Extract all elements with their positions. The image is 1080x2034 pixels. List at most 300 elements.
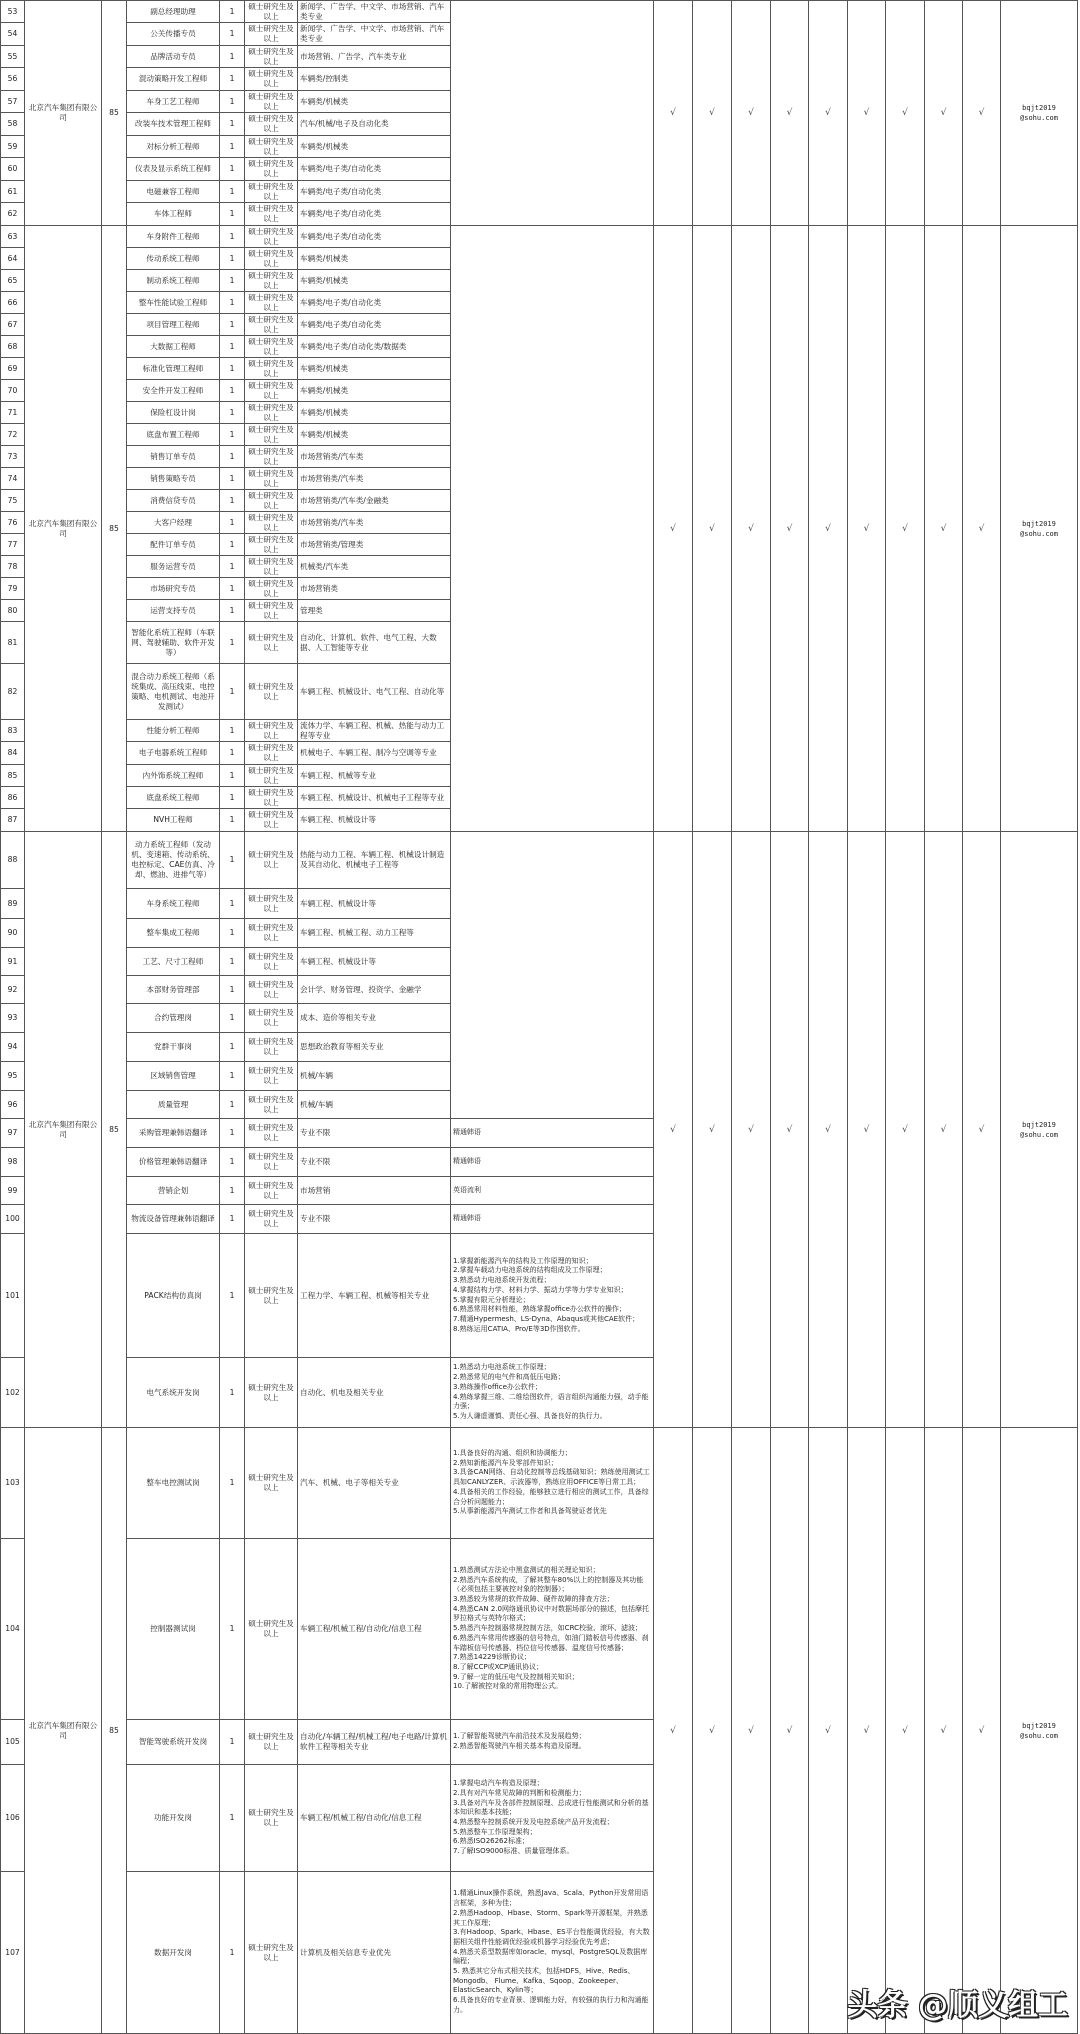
major-requirement: 车辆工程、机械设计、机械电子工程等专业 bbox=[298, 787, 451, 809]
headcount: 1 bbox=[220, 1720, 245, 1765]
major-requirement: 车辆类/电子类/自动化类 bbox=[298, 181, 451, 203]
position-name: 标准化管理工程师 bbox=[127, 358, 220, 380]
major-requirement: 市场营销类/汽车类 bbox=[298, 468, 451, 490]
check-mark-icon: √ bbox=[809, 1, 848, 226]
position-name: 电气系统开发岗 bbox=[127, 1358, 220, 1428]
headcount: 1 bbox=[220, 765, 245, 787]
position-name: 配件订单专员 bbox=[127, 534, 220, 556]
other-requirements-empty bbox=[451, 1, 654, 226]
row-number: 54 bbox=[1, 23, 25, 46]
position-name: 营销企划 bbox=[127, 1177, 220, 1205]
row-number: 84 bbox=[1, 742, 25, 765]
position-name: 车身工艺工程师 bbox=[127, 91, 220, 113]
row-number: 53 bbox=[1, 1, 25, 23]
position-name: 区域销售管理 bbox=[127, 1062, 220, 1091]
other-requirements: 1.了解智能驾驶汽车前沿技术及发展趋势； 2.熟悉智能驾驶汽车相关基本构造及原理。 bbox=[451, 1720, 654, 1765]
check-mark-icon: √ bbox=[693, 832, 732, 1428]
check-mark-icon: √ bbox=[771, 832, 809, 1428]
position-name: 运营支持专员 bbox=[127, 600, 220, 622]
education-requirement: 硕士研究生及以上 bbox=[245, 1234, 298, 1358]
row-number: 78 bbox=[1, 556, 25, 578]
position-name: 大数据工程师 bbox=[127, 336, 220, 358]
check-mark-icon: √ bbox=[848, 1, 886, 226]
headcount: 1 bbox=[220, 1033, 245, 1062]
check-mark-icon: √ bbox=[848, 226, 886, 832]
row-number: 90 bbox=[1, 919, 25, 948]
education-requirement: 硕士研究生及以上 bbox=[245, 556, 298, 578]
position-name: 整车电控测试岗 bbox=[127, 1428, 220, 1539]
row-number: 57 bbox=[1, 91, 25, 113]
position-name: 保险杠设计岗 bbox=[127, 402, 220, 424]
education-requirement: 硕士研究生及以上 bbox=[245, 512, 298, 534]
education-requirement: 硕士研究生及以上 bbox=[245, 622, 298, 664]
education-requirement: 硕士研究生及以上 bbox=[245, 742, 298, 765]
other-requirements: 1.精通Linux操作系统，熟悉Java、Scala、Python开发常用语言框架，多种为佳； 2.熟悉Hadoop、Hbase、Storm、Spark等开源框架，并熟悉其工作原理； 3.有Hadoop、Spark、Hbase、ES平台性能调优经验，有大数据相关组件性能调优经验或机器学习经验优先考虑； 4.熟悉关系型数据库如oracle、mysql、PostgreSQL及数据库编程； 5. 熟悉其它分布式相关技术，包括HDFS，Hive、Redis、Mongodb、 Flume、Kafka、Sqoop、Zookeeper、ElasticSearch、Kylin等； 6.具备良好的专业背景、逻辑能力好，有较强的执行力和沟通能力。 bbox=[451, 1872, 654, 2034]
headcount: 1 bbox=[220, 1765, 245, 1872]
headcount: 1 bbox=[220, 742, 245, 765]
position-name: 对标分析工程师 bbox=[127, 136, 220, 158]
major-requirement: 车辆类/电子类/自动化类 bbox=[298, 158, 451, 181]
major-requirement: 新闻学、广告学、中文学、市场营销、汽车类专业 bbox=[298, 23, 451, 46]
position-name: 合约管理岗 bbox=[127, 1004, 220, 1033]
headcount: 1 bbox=[220, 787, 245, 809]
headcount: 1 bbox=[220, 1004, 245, 1033]
row-number: 77 bbox=[1, 534, 25, 556]
major-requirement: 车辆类/电子类/自动化类 bbox=[298, 314, 451, 336]
row-number: 102 bbox=[1, 1358, 25, 1428]
row-number: 83 bbox=[1, 720, 25, 742]
major-requirement: 车辆类/控制类 bbox=[298, 68, 451, 91]
education-requirement: 硕士研究生及以上 bbox=[245, 68, 298, 91]
education-requirement: 硕士研究生及以上 bbox=[245, 578, 298, 600]
education-requirement: 硕士研究生及以上 bbox=[245, 1428, 298, 1539]
education-requirement: 硕士研究生及以上 bbox=[245, 1, 298, 23]
position-name: 内外饰系统工程师 bbox=[127, 765, 220, 787]
check-mark-icon: √ bbox=[963, 1428, 1001, 2034]
table-row bbox=[1, 832, 1078, 889]
row-number: 101 bbox=[1, 1234, 25, 1358]
row-number: 64 bbox=[1, 248, 25, 270]
education-requirement: 硕士研究生及以上 bbox=[245, 948, 298, 976]
row-number: 58 bbox=[1, 113, 25, 136]
education-requirement: 硕士研究生及以上 bbox=[245, 1205, 298, 1234]
other-requirements: 1.具备良好的沟通、组织和协调能力； 2.熟知新能源汽车及零部件知识； 3.具备CAN网络、自动化控制等总线基础知识；熟练使用测试工具如CANLYZER、示波器等，熟练应用OFFICE等日常工具； 4.具备相关的工作经验，能够独立进行相应的测试工作，具备综合分析问题能力； 5.从事新能源汽车测试工作者和具备驾驶证者优先 bbox=[451, 1428, 654, 1539]
education-requirement: 硕士研究生及以上 bbox=[245, 314, 298, 336]
major-requirement: 思想政治教育等相关专业 bbox=[298, 1033, 451, 1062]
row-number: 97 bbox=[1, 1119, 25, 1148]
headcount: 1 bbox=[220, 919, 245, 948]
check-mark-icon: √ bbox=[925, 1, 963, 226]
education-requirement: 硕士研究生及以上 bbox=[245, 1872, 298, 2034]
education-requirement: 硕士研究生及以上 bbox=[245, 270, 298, 292]
major-requirement: 车辆类/机械类 bbox=[298, 424, 451, 446]
education-requirement: 硕士研究生及以上 bbox=[245, 1765, 298, 1872]
education-requirement: 硕士研究生及以上 bbox=[245, 1720, 298, 1765]
check-mark-icon: √ bbox=[693, 1428, 732, 2034]
headcount: 1 bbox=[220, 424, 245, 446]
major-requirement: 车辆工程/机械工程/自动化/信息工程 bbox=[298, 1539, 451, 1720]
contact-email: bqjt2019 @sohu.com bbox=[1001, 226, 1078, 832]
position-name: 智能驾驶系统开发岗 bbox=[127, 1720, 220, 1765]
headcount: 1 bbox=[220, 336, 245, 358]
row-number: 61 bbox=[1, 181, 25, 203]
other-requirements-empty bbox=[451, 832, 654, 1119]
education-requirement: 硕士研究生及以上 bbox=[245, 976, 298, 1004]
major-requirement: 自动化、机电及相关专业 bbox=[298, 1358, 451, 1428]
other-requirements: 精通韩语 bbox=[451, 1148, 654, 1177]
other-requirements: 英语流利 bbox=[451, 1177, 654, 1205]
position-name: 电磁兼容工程师 bbox=[127, 181, 220, 203]
row-number: 107 bbox=[1, 1872, 25, 2034]
row-number: 79 bbox=[1, 578, 25, 600]
row-number: 88 bbox=[1, 832, 25, 889]
position-name: 数据开发岗 bbox=[127, 1872, 220, 2034]
education-requirement: 硕士研究生及以上 bbox=[245, 46, 298, 68]
company-total: 85 bbox=[102, 226, 127, 832]
major-requirement: 会计学、财务管理、投资学、金融学 bbox=[298, 976, 451, 1004]
check-mark-icon: √ bbox=[771, 1428, 809, 2034]
education-requirement: 硕士研究生及以上 bbox=[245, 1004, 298, 1033]
row-number: 55 bbox=[1, 46, 25, 68]
headcount: 1 bbox=[220, 534, 245, 556]
row-number: 89 bbox=[1, 889, 25, 919]
row-number: 59 bbox=[1, 136, 25, 158]
row-number: 62 bbox=[1, 203, 25, 226]
row-number: 60 bbox=[1, 158, 25, 181]
education-requirement: 硕士研究生及以上 bbox=[245, 534, 298, 556]
check-mark-icon: √ bbox=[963, 226, 1001, 832]
education-requirement: 硕士研究生及以上 bbox=[245, 402, 298, 424]
row-number: 65 bbox=[1, 270, 25, 292]
headcount: 1 bbox=[220, 203, 245, 226]
education-requirement: 硕士研究生及以上 bbox=[245, 23, 298, 46]
check-mark-icon: √ bbox=[886, 832, 925, 1428]
headcount: 1 bbox=[220, 1205, 245, 1234]
row-number: 74 bbox=[1, 468, 25, 490]
education-requirement: 硕士研究生及以上 bbox=[245, 336, 298, 358]
headcount: 1 bbox=[220, 46, 245, 68]
row-number: 76 bbox=[1, 512, 25, 534]
row-number: 87 bbox=[1, 809, 25, 832]
major-requirement: 成本、造价等相关专业 bbox=[298, 1004, 451, 1033]
check-mark-icon: √ bbox=[848, 1428, 886, 2034]
major-requirement: 车辆类/电子类/自动化类 bbox=[298, 226, 451, 248]
row-number: 92 bbox=[1, 976, 25, 1004]
education-requirement: 硕士研究生及以上 bbox=[245, 1539, 298, 1720]
position-name: 整车集成工程师 bbox=[127, 919, 220, 948]
major-requirement: 工程力学、车辆工程、机械等相关专业 bbox=[298, 1234, 451, 1358]
education-requirement: 硕士研究生及以上 bbox=[245, 1119, 298, 1148]
position-name: NVH工程师 bbox=[127, 809, 220, 832]
position-name: 品牌活动专员 bbox=[127, 46, 220, 68]
position-name: 价格管理兼韩语翻译 bbox=[127, 1148, 220, 1177]
education-requirement: 硕士研究生及以上 bbox=[245, 113, 298, 136]
row-number: 82 bbox=[1, 664, 25, 720]
headcount: 1 bbox=[220, 68, 245, 91]
check-mark-icon: √ bbox=[693, 1, 732, 226]
major-requirement: 车辆类/机械类 bbox=[298, 248, 451, 270]
position-name: 工艺、尺寸工程师 bbox=[127, 948, 220, 976]
position-name: 改装车技术管理工程师 bbox=[127, 113, 220, 136]
headcount: 1 bbox=[220, 556, 245, 578]
education-requirement: 硕士研究生及以上 bbox=[245, 91, 298, 113]
education-requirement: 硕士研究生及以上 bbox=[245, 292, 298, 314]
major-requirement: 市场营销类/汽车类 bbox=[298, 446, 451, 468]
major-requirement: 市场营销、广告学、汽车类专业 bbox=[298, 46, 451, 68]
row-number: 95 bbox=[1, 1062, 25, 1091]
company-total: 85 bbox=[102, 832, 127, 1428]
row-number: 96 bbox=[1, 1091, 25, 1119]
headcount: 1 bbox=[220, 358, 245, 380]
position-name: 混动策略开发工程师 bbox=[127, 68, 220, 91]
major-requirement: 车辆工程、机械设计、电气工程、自动化等 bbox=[298, 664, 451, 720]
table-row bbox=[1, 1, 1078, 23]
headcount: 1 bbox=[220, 1091, 245, 1119]
major-requirement: 专业不限 bbox=[298, 1148, 451, 1177]
major-requirement: 市场营销类/汽车类/金融类 bbox=[298, 490, 451, 512]
position-name: 电子电器系统工程师 bbox=[127, 742, 220, 765]
check-mark-icon: √ bbox=[654, 1428, 693, 2034]
headcount: 1 bbox=[220, 976, 245, 1004]
headcount: 1 bbox=[220, 380, 245, 402]
headcount: 1 bbox=[220, 270, 245, 292]
headcount: 1 bbox=[220, 622, 245, 664]
table-row bbox=[1, 1428, 1078, 1539]
education-requirement: 硕士研究生及以上 bbox=[245, 889, 298, 919]
major-requirement: 专业不限 bbox=[298, 1119, 451, 1148]
position-name: 物流设备管理兼韩语翻译 bbox=[127, 1205, 220, 1234]
position-name: 销售策略专员 bbox=[127, 468, 220, 490]
check-mark-icon: √ bbox=[886, 226, 925, 832]
position-name: 本部财务管理部 bbox=[127, 976, 220, 1004]
headcount: 1 bbox=[220, 490, 245, 512]
headcount: 1 bbox=[220, 578, 245, 600]
check-mark-icon: √ bbox=[771, 226, 809, 832]
position-name: 仪表及显示系统工程师 bbox=[127, 158, 220, 181]
major-requirement: 车辆工程、机械设计等 bbox=[298, 889, 451, 919]
check-mark-icon: √ bbox=[925, 226, 963, 832]
position-name: 功能开发岗 bbox=[127, 1765, 220, 1872]
row-number: 81 bbox=[1, 622, 25, 664]
contact-email: bqjt2019 @sohu.com bbox=[1001, 832, 1078, 1428]
check-mark-icon: √ bbox=[732, 1, 771, 226]
headcount: 1 bbox=[220, 832, 245, 889]
check-mark-icon: √ bbox=[886, 1, 925, 226]
major-requirement: 机械/车辆 bbox=[298, 1062, 451, 1091]
headcount: 1 bbox=[220, 158, 245, 181]
major-requirement: 机械/车辆 bbox=[298, 1091, 451, 1119]
contact-email: bqjt2019 @sohu.com bbox=[1001, 1, 1078, 226]
education-requirement: 硕士研究生及以上 bbox=[245, 490, 298, 512]
position-name: 服务运营专员 bbox=[127, 556, 220, 578]
check-mark-icon: √ bbox=[925, 1428, 963, 2034]
position-name: 传动系统工程师 bbox=[127, 248, 220, 270]
row-number: 99 bbox=[1, 1177, 25, 1205]
other-requirements: 1.熟悉动力电池系统工作原理； 2.熟悉常见的电气件和高低压电路； 3.熟练操作office办公软件； 4.熟练掌握三维、二维绘图软件，语言组织沟通能力强，动手能力强； 5.为人谦虚谨慎、责任心强、具备良好的执行力。 bbox=[451, 1358, 654, 1428]
position-name: 动力系统工程师（发动机、变速箱、传动系统、电控标定、CAE仿真、冷却、燃油、进排气等） bbox=[127, 832, 220, 889]
major-requirement: 汽车/机械/电子及自动化类 bbox=[298, 113, 451, 136]
other-requirements: 精通韩语 bbox=[451, 1119, 654, 1148]
row-number: 63 bbox=[1, 226, 25, 248]
major-requirement: 市场营销类 bbox=[298, 578, 451, 600]
position-name: 市场研究专员 bbox=[127, 578, 220, 600]
row-number: 70 bbox=[1, 380, 25, 402]
row-number: 80 bbox=[1, 600, 25, 622]
row-number: 67 bbox=[1, 314, 25, 336]
education-requirement: 硕士研究生及以上 bbox=[245, 136, 298, 158]
row-number: 93 bbox=[1, 1004, 25, 1033]
major-requirement: 车辆类/机械类 bbox=[298, 358, 451, 380]
position-name: 公关传播专员 bbox=[127, 23, 220, 46]
major-requirement: 车辆类/电子类/自动化类 bbox=[298, 292, 451, 314]
headcount: 1 bbox=[220, 1234, 245, 1358]
major-requirement: 车辆类/电子类/自动化类 bbox=[298, 203, 451, 226]
major-requirement: 市场营销 bbox=[298, 1177, 451, 1205]
watermark: 头条 @顺义组工 bbox=[847, 1988, 1068, 2023]
education-requirement: 硕士研究生及以上 bbox=[245, 380, 298, 402]
position-name: 底盘布置工程师 bbox=[127, 424, 220, 446]
education-requirement: 硕士研究生及以上 bbox=[245, 158, 298, 181]
row-number: 72 bbox=[1, 424, 25, 446]
headcount: 1 bbox=[220, 136, 245, 158]
education-requirement: 硕士研究生及以上 bbox=[245, 765, 298, 787]
headcount: 1 bbox=[220, 1539, 245, 1720]
headcount: 1 bbox=[220, 314, 245, 336]
row-number: 91 bbox=[1, 948, 25, 976]
headcount: 1 bbox=[220, 226, 245, 248]
major-requirement: 车辆工程、机械设计等 bbox=[298, 948, 451, 976]
company-name: 北京汽车集团有限公司 bbox=[25, 226, 102, 832]
position-name: 性能分析工程师 bbox=[127, 720, 220, 742]
headcount: 1 bbox=[220, 948, 245, 976]
headcount: 1 bbox=[220, 1428, 245, 1539]
check-mark-icon: √ bbox=[654, 832, 693, 1428]
major-requirement: 计算机及相关信息专业优先 bbox=[298, 1872, 451, 2034]
position-name: 党群干事岗 bbox=[127, 1033, 220, 1062]
position-name: 大客户经理 bbox=[127, 512, 220, 534]
headcount: 1 bbox=[220, 292, 245, 314]
position-name: 混合动力系统工程师（系统集成、高压线束、电控策略、电机测试、电池开发测试） bbox=[127, 664, 220, 720]
row-number: 66 bbox=[1, 292, 25, 314]
major-requirement: 汽车、机械、电子等相关专业 bbox=[298, 1428, 451, 1539]
headcount: 1 bbox=[220, 468, 245, 490]
check-mark-icon: √ bbox=[693, 226, 732, 832]
row-number: 56 bbox=[1, 68, 25, 91]
company-total: 85 bbox=[102, 1, 127, 226]
check-mark-icon: √ bbox=[654, 1, 693, 226]
education-requirement: 硕士研究生及以上 bbox=[245, 203, 298, 226]
education-requirement: 硕士研究生及以上 bbox=[245, 1033, 298, 1062]
row-number: 71 bbox=[1, 402, 25, 424]
check-mark-icon: √ bbox=[732, 832, 771, 1428]
major-requirement: 车辆类/机械类 bbox=[298, 270, 451, 292]
position-name: 底盘系统工程师 bbox=[127, 787, 220, 809]
position-name: 车体工程师 bbox=[127, 203, 220, 226]
position-name: 采购管理兼韩语翻译 bbox=[127, 1119, 220, 1148]
row-number: 103 bbox=[1, 1428, 25, 1539]
row-number: 94 bbox=[1, 1033, 25, 1062]
education-requirement: 硕士研究生及以上 bbox=[245, 1091, 298, 1119]
row-number: 69 bbox=[1, 358, 25, 380]
position-name: 项目管理工程师 bbox=[127, 314, 220, 336]
check-mark-icon: √ bbox=[809, 832, 848, 1428]
education-requirement: 硕士研究生及以上 bbox=[245, 832, 298, 889]
check-mark-icon: √ bbox=[771, 1, 809, 226]
headcount: 1 bbox=[220, 1177, 245, 1205]
education-requirement: 硕士研究生及以上 bbox=[245, 248, 298, 270]
contact-email: bqjt2019 @sohu.com bbox=[1001, 1428, 1078, 2034]
company-name: 北京汽车集团有限公司 bbox=[25, 832, 102, 1428]
position-name: 控制器测试岗 bbox=[127, 1539, 220, 1720]
other-requirements: 1.熟悉测试方法论中黑盒测试的相关理论知识； 2.熟悉汽车系统构成，了解其整车80%以上的控制器及其功能（必须包括主要被控对象的控制器）； 3.熟悉较为常规的软件故障、硬件故障的排查方法； 4.熟悉CAN 2.0网络通讯协议中对数据场部分的描述，包括摩托罗拉格式与英特尔格式； 5.熟悉汽车控制器常规控制方法，如CRC校验、滚环、滤波； 6.熟悉汽车常用传感器的信号特点，如油门踏板信号传感器、刹车踏板信号传感器、档位信号传感器、温度信号传感器； 7.熟悉14229诊断协议； 8.了解CCP或XCP通讯协议； 9.了解一定的低压电气及控制相关知识； 10.了解被控对象的常用物理公式。 bbox=[451, 1539, 654, 1720]
headcount: 1 bbox=[220, 23, 245, 46]
check-mark-icon: √ bbox=[963, 832, 1001, 1428]
check-mark-icon: √ bbox=[925, 832, 963, 1428]
major-requirement: 自动化、计算机、软件、电气工程、大数据、人工智能等专业 bbox=[298, 622, 451, 664]
company-name: 北京汽车集团有限公司 bbox=[25, 1428, 102, 2034]
education-requirement: 硕士研究生及以上 bbox=[245, 809, 298, 832]
row-number: 73 bbox=[1, 446, 25, 468]
row-number: 105 bbox=[1, 1720, 25, 1765]
headcount: 1 bbox=[220, 1148, 245, 1177]
headcount: 1 bbox=[220, 402, 245, 424]
check-mark-icon: √ bbox=[848, 832, 886, 1428]
education-requirement: 硕士研究生及以上 bbox=[245, 1148, 298, 1177]
position-name: 消费信贷专员 bbox=[127, 490, 220, 512]
education-requirement: 硕士研究生及以上 bbox=[245, 358, 298, 380]
check-mark-icon: √ bbox=[732, 226, 771, 832]
row-number: 106 bbox=[1, 1765, 25, 1872]
major-requirement: 流体力学、车辆工程、机械、热能与动力工程等专业 bbox=[298, 720, 451, 742]
position-name: 车身附件工程师 bbox=[127, 226, 220, 248]
position-name: 制动系统工程师 bbox=[127, 270, 220, 292]
major-requirement: 市场营销类/管理类 bbox=[298, 534, 451, 556]
education-requirement: 硕士研究生及以上 bbox=[245, 787, 298, 809]
position-name: PACK结构仿真岗 bbox=[127, 1234, 220, 1358]
check-mark-icon: √ bbox=[654, 226, 693, 832]
row-number: 68 bbox=[1, 336, 25, 358]
major-requirement: 热能与动力工程、车辆工程、机械设计制造及其自动化、机械电子工程等 bbox=[298, 832, 451, 889]
education-requirement: 硕士研究生及以上 bbox=[245, 919, 298, 948]
other-requirements: 精通韩语 bbox=[451, 1205, 654, 1234]
education-requirement: 硕士研究生及以上 bbox=[245, 1177, 298, 1205]
headcount: 1 bbox=[220, 1872, 245, 2034]
table-row bbox=[1, 226, 1078, 248]
position-name: 智能化系统工程师（车联网、驾驶辅助、软件开发等） bbox=[127, 622, 220, 664]
major-requirement: 车辆类/机械类 bbox=[298, 402, 451, 424]
row-number: 104 bbox=[1, 1539, 25, 1720]
check-mark-icon: √ bbox=[809, 1428, 848, 2034]
major-requirement: 专业不限 bbox=[298, 1205, 451, 1234]
headcount: 1 bbox=[220, 181, 245, 203]
major-requirement: 车辆工程/机械工程/自动化/信息工程 bbox=[298, 1765, 451, 1872]
major-requirement: 机械类/汽车类 bbox=[298, 556, 451, 578]
education-requirement: 硕士研究生及以上 bbox=[245, 600, 298, 622]
major-requirement: 车辆类/机械类 bbox=[298, 136, 451, 158]
position-name: 销售订单专员 bbox=[127, 446, 220, 468]
major-requirement: 车辆类/电子类/自动化类/数据类 bbox=[298, 336, 451, 358]
major-requirement: 车辆类/机械类 bbox=[298, 91, 451, 113]
headcount: 1 bbox=[220, 91, 245, 113]
major-requirement: 自动化/车辆工程/机械工程/电子电路/计算机软件工程等相关专业 bbox=[298, 1720, 451, 1765]
major-requirement: 新闻学、广告学、中文学、市场营销、汽车类专业 bbox=[298, 1, 451, 23]
headcount: 1 bbox=[220, 113, 245, 136]
check-mark-icon: √ bbox=[809, 226, 848, 832]
position-name: 整车性能试验工程师 bbox=[127, 292, 220, 314]
education-requirement: 硕士研究生及以上 bbox=[245, 226, 298, 248]
position-name: 质量管理 bbox=[127, 1091, 220, 1119]
company-name: 北京汽车集团有限公司 bbox=[25, 1, 102, 226]
